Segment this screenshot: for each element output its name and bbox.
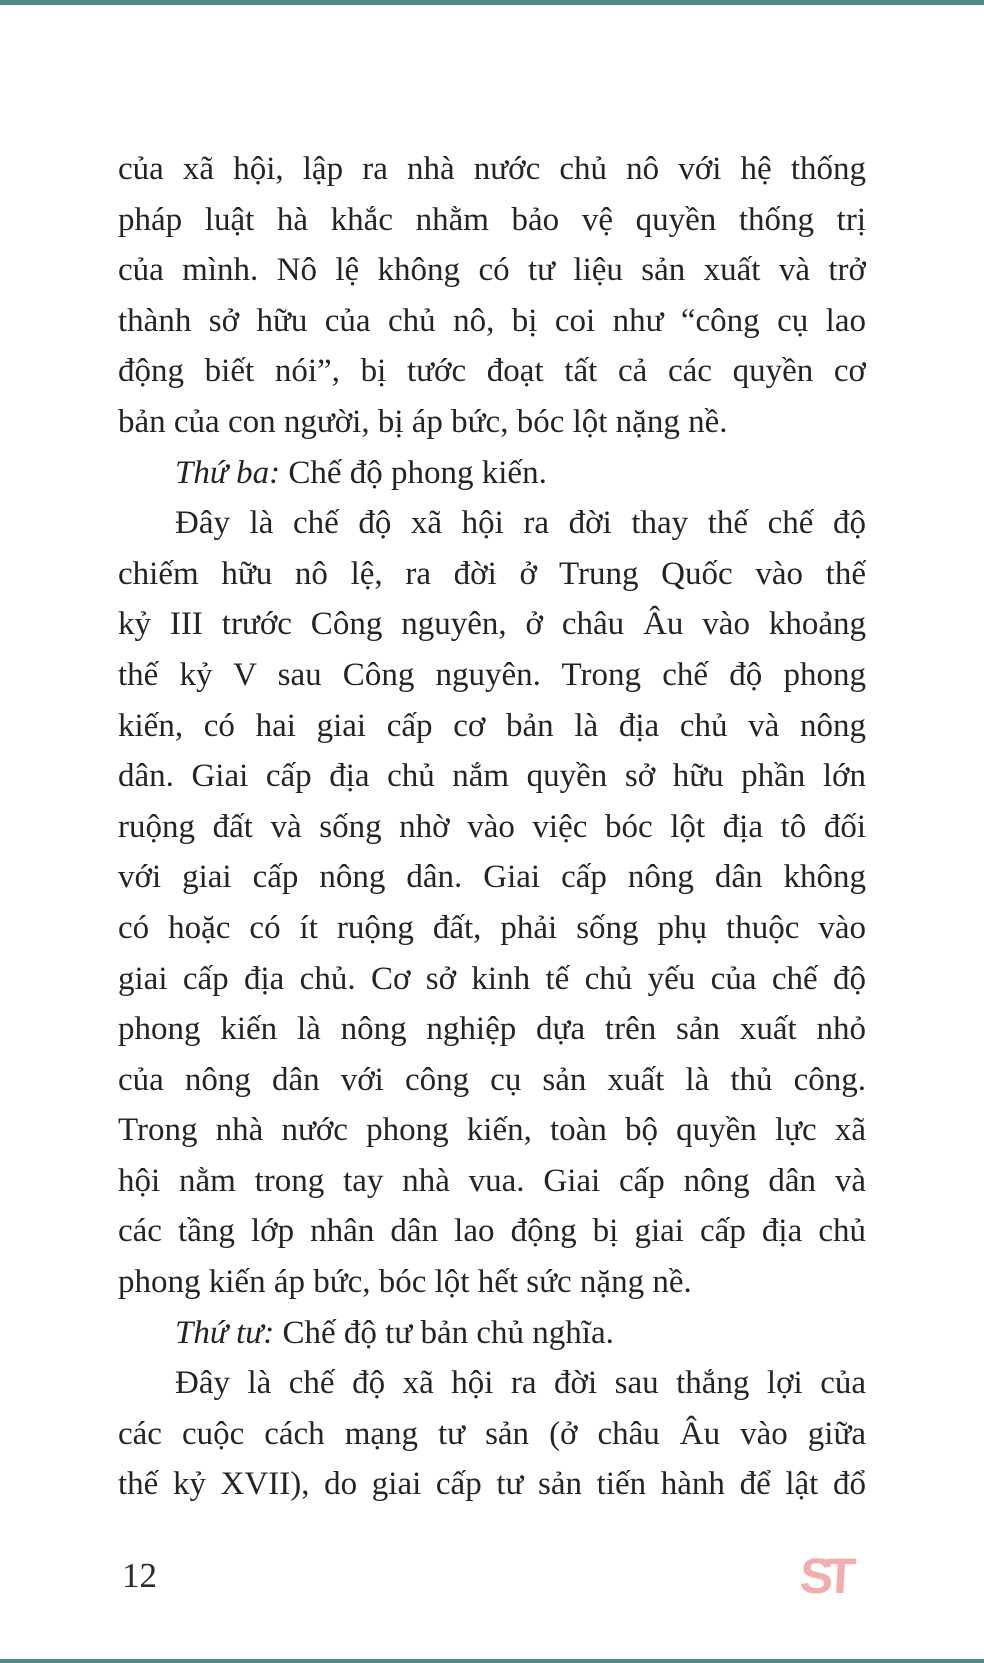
text-line: của mình. Nô lệ không có tư liệu sản xuất và trở <box>118 252 866 289</box>
text-line: pháp luật hà khắc nhằm bảo vệ quyền thống trị <box>118 201 866 238</box>
text-line: thế kỷ V sau Công nguyên. Trong chế độ phong <box>118 656 866 693</box>
text-line: thành sở hữu của chủ nô, bị coi như “công cụ lao <box>118 302 866 339</box>
text-line: các cuộc cách mạng tư sản (ở châu Âu vào giữa <box>118 1415 866 1452</box>
text-line: với giai cấp nông dân. Giai cấp nông dân không <box>118 859 866 896</box>
text-line: Thứ ba: Chế độ phong kiến. <box>175 454 547 491</box>
text-line: các tầng lớp nhân dân lao động bị giai cấp địa chủ <box>118 1213 866 1250</box>
text-line: có hoặc có ít ruộng đất, phải sống phụ thuộc vào <box>118 909 866 946</box>
text-line: dân. Giai cấp địa chủ nắm quyền sở hữu phần lớn <box>118 758 866 795</box>
text-line: Đây là chế độ xã hội ra đời thay thế chế độ <box>175 505 866 542</box>
text-line: kiến, có hai giai cấp cơ bản là địa chủ và nông <box>118 707 866 744</box>
italic-lead: Thứ ba: <box>175 454 281 491</box>
bottom-border-line <box>0 1659 984 1663</box>
text-line: hội nằm trong tay nhà vua. Giai cấp nông dân và <box>118 1162 866 1199</box>
text-line: của xã hội, lập ra nhà nước chủ nô với hệ thống <box>118 151 866 187</box>
text-line: Thứ tư: Chế độ tư bản chủ nghĩa. <box>175 1314 614 1351</box>
text-line: chiếm hữu nô lệ, ra đời ở Trung Quốc vào thế <box>118 555 866 592</box>
text-line: Đây là chế độ xã hội ra đời sau thắng lợi của <box>175 1365 866 1402</box>
text-line: kỷ III trước Công nguyên, ở châu Âu vào khoảng <box>118 606 866 643</box>
text-line: ruộng đất và sống nhờ vào việc bóc lột địa tô đối <box>118 808 866 845</box>
italic-lead: Thứ tư: <box>175 1314 275 1351</box>
text-line: bản của con người, bị áp bức, bóc lột nặng nề. <box>118 403 728 440</box>
body-text-column <box>118 144 866 1510</box>
text-line: của nông dân với công cụ sản xuất là thủ công. <box>118 1061 866 1098</box>
text-line: giai cấp địa chủ. Cơ sở kinh tế chủ yếu của chế độ <box>118 960 866 997</box>
text-line: phong kiến áp bức, bóc lột hết sức nặng nề. <box>118 1264 692 1301</box>
text-line: phong kiến là nông nghiệp dựa trên sản xuất nhỏ <box>118 1011 866 1048</box>
publisher-logo: ST <box>798 1548 850 1604</box>
text-line: động biết nói”, bị tước đoạt tất cả các quyền cơ <box>118 353 866 390</box>
text-line: thế kỷ XVII), do giai cấp tư sản tiến hành để lật đổ <box>118 1466 866 1503</box>
text-line: Trong nhà nước phong kiến, toàn bộ quyền lực xã <box>118 1112 866 1149</box>
top-border-line <box>0 0 984 5</box>
page-number: 12 <box>122 1556 157 1595</box>
